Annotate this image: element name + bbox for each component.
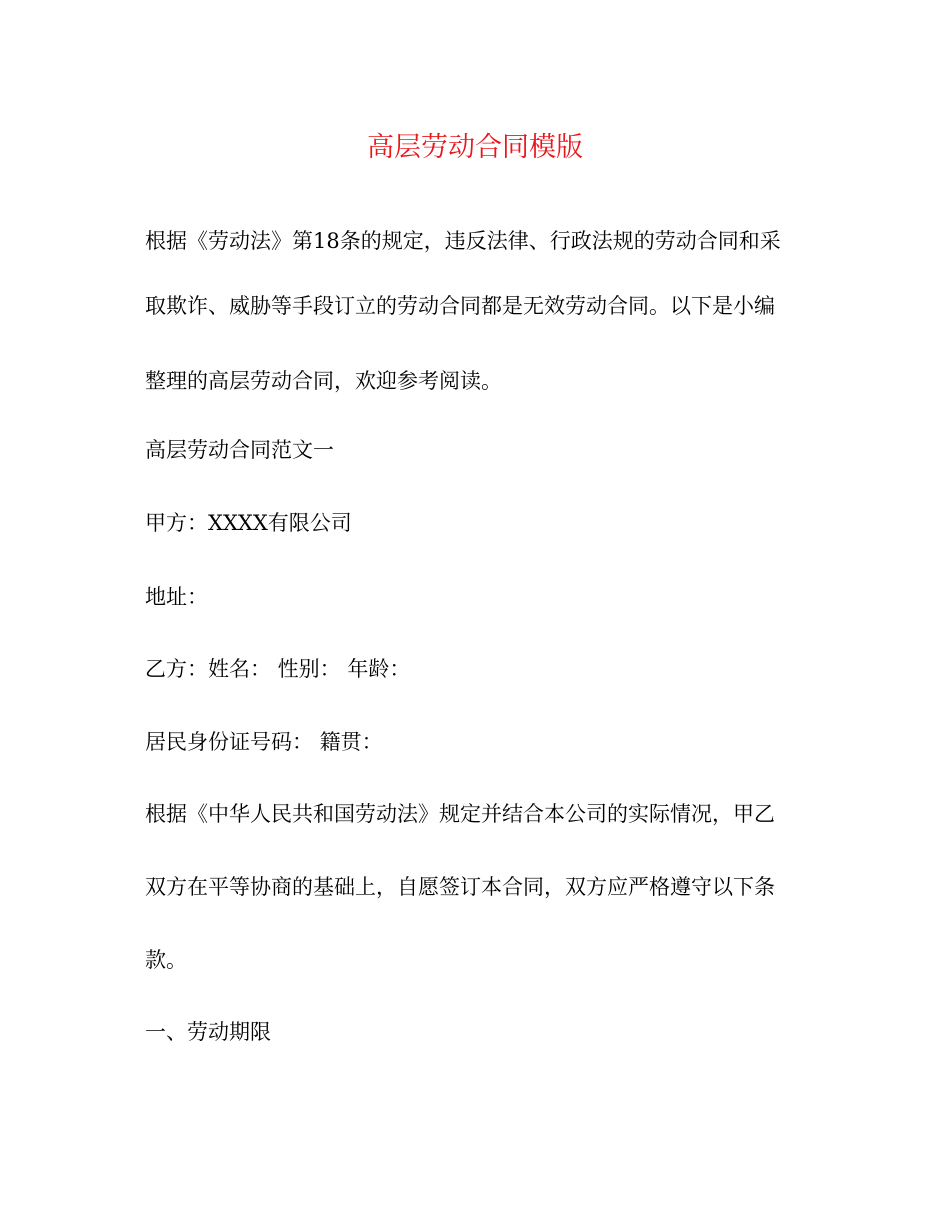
basis-line-2: 双方在平等协商的基础上，自愿签订本合同，双方应严格遵守以下条: [145, 875, 775, 899]
party-b-line: 乙方：姓名： 性别： 年龄：: [145, 657, 411, 681]
intro-line-1: 根据《劳动法》第18条的规定，违反法律、行政法规的劳动合同和采: [145, 229, 781, 253]
intro-line-2: 取欺诈、威胁等手段订立的劳动合同都是无效劳动合同。以下是小编: [145, 294, 775, 318]
basis-line-1: 根据《中华人民共和国劳动法》规定并结合本公司的实际情况，甲乙: [145, 802, 775, 826]
clause-heading-labor-term: 一、劳动期限: [145, 1020, 271, 1044]
section-heading-sample-one: 高层劳动合同范文一: [145, 438, 334, 462]
id-number-line: 居民身份证号码： 籍贯：: [145, 730, 383, 754]
address-line: 地址：: [145, 585, 208, 609]
basis-line-3: 款。: [145, 948, 187, 972]
intro-line-3: 整理的高层劳动合同，欢迎参考阅读。: [145, 369, 502, 393]
document-title: 高层劳动合同模版: [367, 132, 583, 163]
party-a-line: 甲方：XXXX有限公司: [145, 511, 352, 535]
